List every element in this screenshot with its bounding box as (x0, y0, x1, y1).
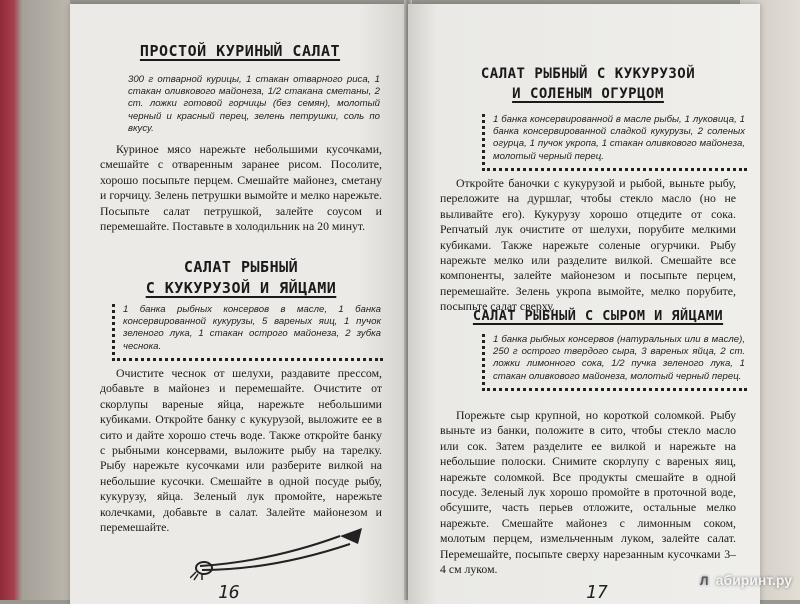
recipe-ingredients: 300 г отварной курицы, 1 стакан отварного риса, 1 стакан оливкового майонеза, 1/2 стакана сметаны, 2 ст. ложки готовой горчицы (без семян), молотый черный и красный перец, зелень петрушки, соль по вкусу. (128, 74, 380, 134)
right-page (408, 4, 760, 604)
left-page (70, 4, 408, 604)
labirint-watermark (696, 572, 792, 590)
page-number: 16 (218, 582, 240, 603)
green-onion-icon (190, 522, 370, 582)
recipe-title-simple-chicken-salad: ПРОСТОЙ КУРИНЫЙ САЛАТ (139, 42, 341, 60)
recipe-instructions: Откройте баночки с кукурузой и рыбой, выньте рыбу, переложите на дуршлаг, чтобы стекло масло (но не выливайте его). Кукурузу хорошо отцедите от сока. Репчатый лук очистите от шелухи, порубите мелкими кубиками. Также нарежьте соленые огурчики. Рыбу нарежьте мелко или разделите вилкой. Смешайте все компоненты, залейте майонезом и посыпьте перцем, перемешайте. Зелень укропа вымойте, мелко порубите, посыпьте салат сверху. (440, 176, 736, 314)
recipe-instructions: Порежьте сыр крупной, но короткой соломкой. Рыбу выньте из банки, положите в сито, чтобы стекло масло или сок. Затем разделите ее вилкой и нарежьте на небольшие полоски. Снимите скорлупу с вареных яиц, нарежьте соломкой. Все продукты смешайте в одной посуде. Зеленый лук хорошо промойте в проточной воде, обсушите, часть перьев отложите, остальные мелко нарежьте. Смешайте майонез с лимонным соком, молотым перцем, измельченным луком, залейте салат. Перемешайте, посыпьте сверху нарезанным кусочками 3–4 см луком. (440, 408, 736, 577)
recipe-instructions: Куриное мясо нарежьте небольшими кусочками, смешайте с отваренным заранее рисом. Посолите, хорошо посыпьте перцем. Смешайте майонез, сметану и горчицу. Зелень петрушки вымойте и мелко нарежьте. Посыпьте салат петрушкой, залейте соусом и перемешайте. Поставьте в холодильник на 20 минут. (100, 142, 382, 234)
recipe-instructions: Очистите чеснок от шелухи, раздавите прессом, добавьте в майонез и перемешайте. Очистите от скорлупы вареные яйца, нарежьте небольшими кубиками. Откройте банку с кукурузой, выложите ее в сито и дайте хорошо стечь воде. Также откройте банку с рыбными консервами, выложите рыбу на тарелку. Рыбу нарежьте кусочками или разберите вилкой на небольшие кусочки. Смешайте в одной посуде рыбу, кукурузу, яйца. Зеленый лук промойте, нарежьте колечками, добавьте в салат. Залейте майонезом и перемешайте. (100, 366, 382, 535)
recipe-ingredients-bordered: 1 банка консервированной в масле рыбы, 1 луковица, 1 банка консервированной сладкой кукурузы, 2 соленых огурца, 1 пучок укропа, 1 стакан оливкового майонеза, молотый черный перец. (482, 114, 747, 171)
recipe-ingredients-bordered: 1 банка рыбных консервов (натуральных или в масле), 250 г острого твердого сыра, 3 вареных яйца, 2 ст. ложки лимонного сока, 1/2 пучка зеленого лука, 1 стакан оливкового майонеза, молотый черный перец. (482, 334, 747, 391)
watermark-text: абиринт.ру (715, 572, 792, 589)
recipe-title-fish-salad-corn-pickle-line2: И СОЛЕНЫМ ОГУРЦОМ (512, 86, 664, 102)
recipe-title-fish-salad-corn-eggs-line1: САЛАТ РЫБНЫЙ (183, 258, 299, 276)
recipe-title-fish-salad-corn-pickle-line1: САЛАТ РЫБНЫЙ С КУКУРУЗОЙ (480, 66, 696, 82)
watermark-letter: Л (696, 573, 713, 590)
recipe-ingredients-bordered: 1 банка рыбных консервов в масле, 1 банка консервированной кукурузы, 5 вареных яиц, 1 пучок зеленого лука, 1 стакан острого майонеза, 2 зубка чеснока. (112, 304, 383, 361)
recipe-title-fish-salad-cheese-eggs: САЛАТ РЫБНЫЙ С СЫРОМ И ЯЙЦАМИ (472, 308, 724, 324)
page-number: 17 (586, 582, 608, 603)
recipe-title-fish-salad-corn-eggs-line2: С КУКУРУЗОЙ И ЯЙЦАМИ (145, 279, 337, 297)
book-cover-edge (0, 0, 70, 600)
